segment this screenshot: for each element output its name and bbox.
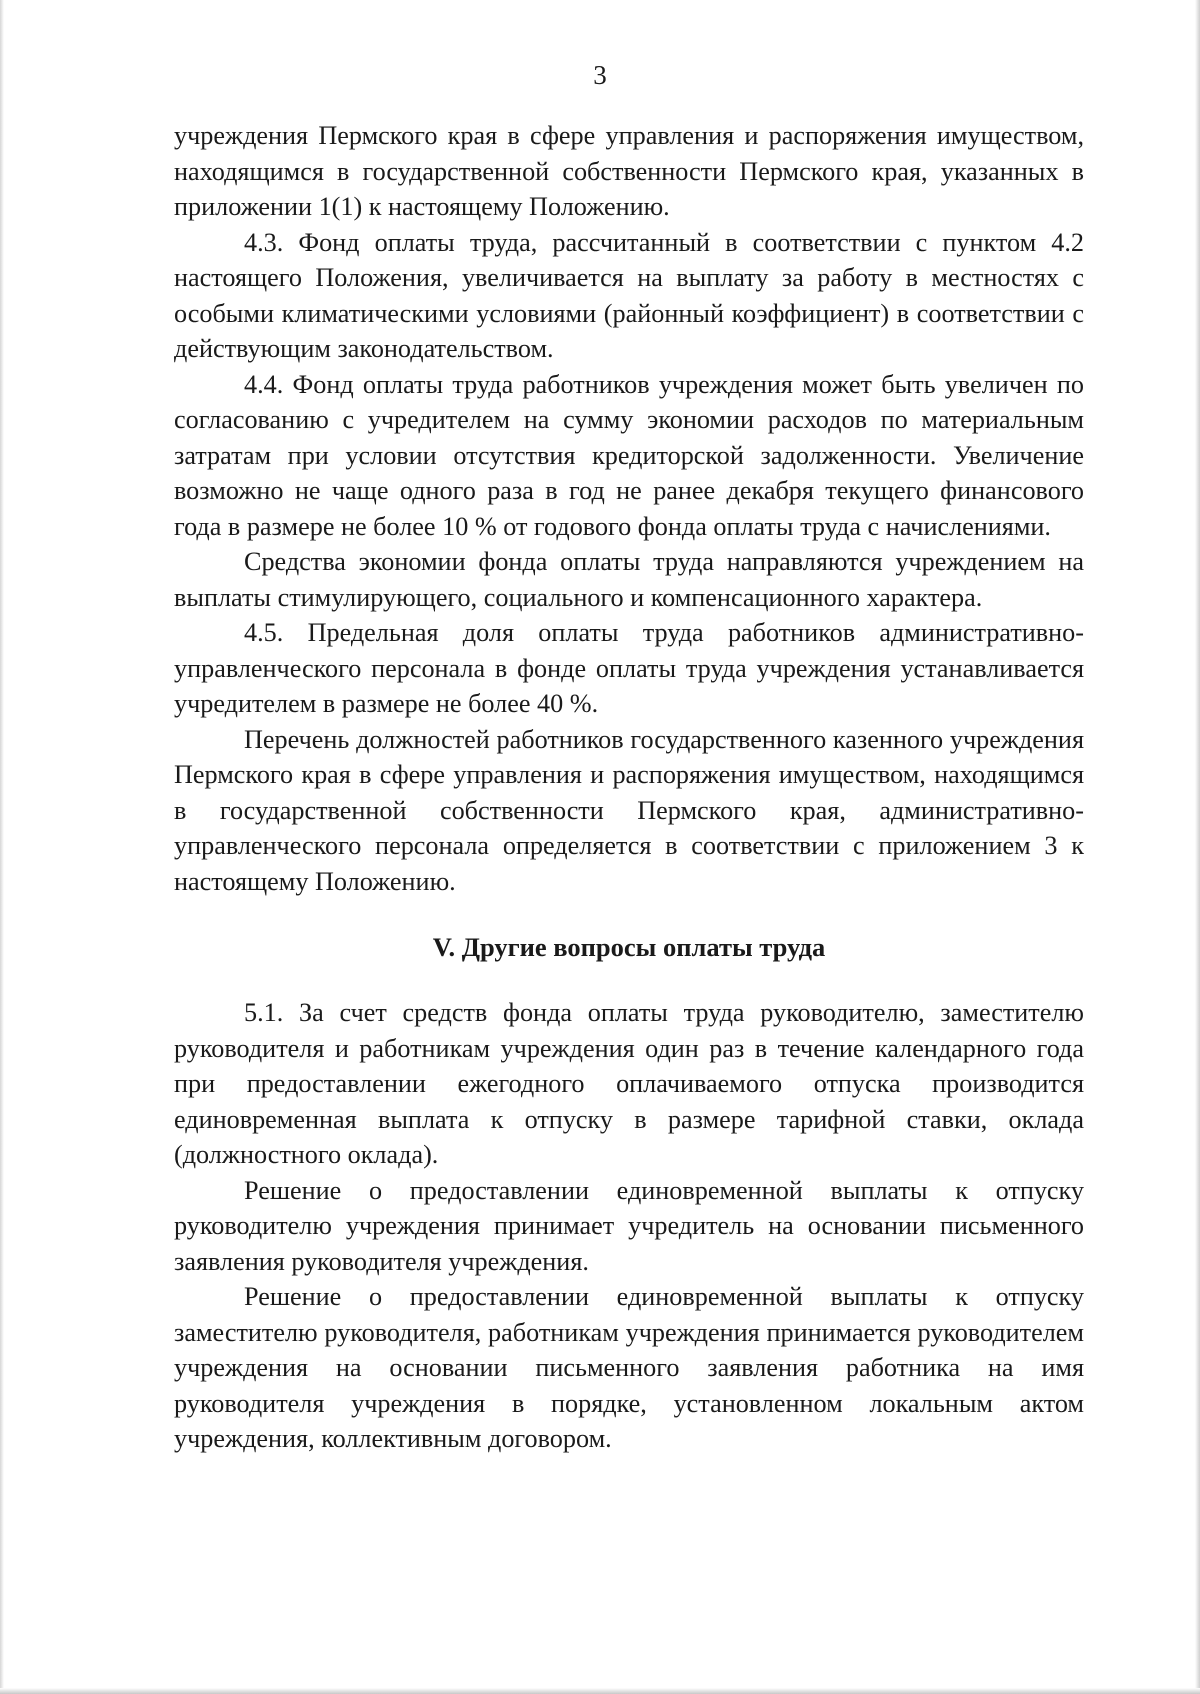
page-number: 3 (593, 60, 607, 90)
paragraph-savings: Средства экономии фонда оплаты труда направляются учреждением на выплаты стимулирующего, социального и компенсационного характера. (174, 547, 1084, 612)
paragraph-decision-head: Решение о предоставлении единовременной выплаты к отпуску руководителю учреждения принимает учредитель на основании письменного заявления руководителя учреждения. (174, 1175, 1084, 1276)
paragraph-continuation: учреждения Пермского края в сфере управления и распоряжения имуществом, находящимся в государственной собственности Пермского края, указанных в приложении 1(1) к настоящему Положению. (174, 121, 1084, 221)
paragraph-4-3: 4.3. Фонд оплаты труда, рассчитанный в соответствии с пунктом 4.2 настоящего Положения, увеличивается на выплату за работу в местностях с особыми климатическими условиями (районный коэффициент) в соответствии с действующим законодательством. (174, 227, 1084, 363)
paragraph-4-4: 4.4. Фонд оплаты труда работников учреждения может быть увеличен по согласованию с учредителем на сумму экономии расходов по материальным затратам при условии отсутствия кредиторской задолженности. Увеличение возможно не чаще одного раза в год не ранее декабря текущего финансового года в размере не более 10 % от годового фонда оплаты труда с начислениями. (174, 369, 1084, 541)
paragraph-decision-staff: Решение о предоставлении единовременной выплаты к отпуску заместителю руководителя, работникам учреждения принимается руководителем учреждения на основании письменного заявления работника на имя руководителя учреждения в порядке, установленном локальным актом учреждения, коллективным договором. (174, 1282, 1084, 1453)
document-body (174, 118, 1084, 1457)
paragraph-5-1: 5.1. За счет средств фонда оплаты труда руководителю, заместителю руководителя и работникам учреждения один раз в течение календарного года при предоставлении ежегодного оплачиваемого отпуска производится единовременная выплата к отпуску в размере тарифной ставки, оклада (должностного оклада). (174, 998, 1084, 1169)
scan-edge-right (1195, 0, 1200, 1694)
section-heading: V. Другие вопросы оплаты труда (432, 932, 826, 962)
paragraph-positions-list: Перечень должностей работников государственного казенного учреждения Пермского края в сфере управления и распоряжения имуществом, находящимся в государственной собственности Пермского края, административно-управленческого персонала определяется в соответствии с приложением 3 к настоящему Положению. (174, 724, 1084, 896)
paragraph-4-5: 4.5. Предельная доля оплаты труда работников административно-управленческого персонала в фонде оплаты труда учреждения устанавливается учредителем в размере не более 40 %. (174, 618, 1084, 718)
scan-edge-left (0, 0, 4, 1694)
scan-edge-bottom (0, 1688, 1200, 1694)
